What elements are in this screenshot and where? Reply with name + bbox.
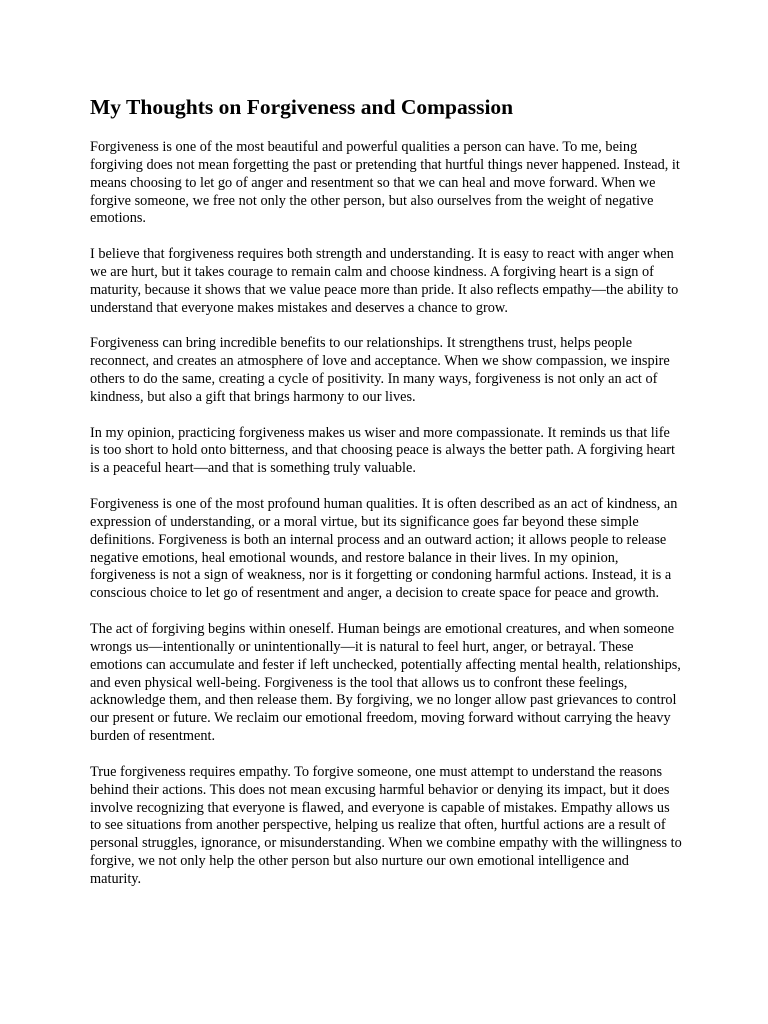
paragraph-6: The act of forgiving begins within oneself. Human beings are emotional creatures, and when someone wrongs us—intentionally or unintentionally—it is natural to feel hurt, anger, or betrayal. These emotions can accumulate and fester if left unchecked, potentially affecting mental health, relationships, and even physical well-being. Forgiveness is the tool that allows us to confront these feelings, acknowledge them, and then release them. By forgiving, we no longer allow past grievances to control our present or future. We reclaim our emotional freedom, moving forward without carrying the heavy burden of resentment. [90,621,681,745]
paragraph-5: Forgiveness is one of the most profound human qualities. It is often described as an act of kindness, an expression of understanding, or a moral virtue, but its significance goes far beyond these simple definitions. Forgiveness is both an internal process and an outward action; it allows people to release negative emotions, heal emotional wounds, and restore balance in their lives. In my opinion, forgiveness is not a sign of weakness, nor is it forgetting or condoning harmful actions. Instead, it is a conscious choice to let go of resentment and anger, a decision to create space for peace and growth. [90,496,678,602]
paragraph-7: True forgiveness requires empathy. To forgive someone, one must attempt to understand the reasons behind their actions. This does not mean excusing harmful behavior or denying its impact, but it does involve recognizing that everyone is flawed, and everyone is capable of mistakes. Empathy allows us to see situations from another perspective, helping us realize that often, hurtful actions are a result of personal struggles, ignorance, or misunderstanding. When we combine empathy with the willingness to forgive, we not only help the other person but also nurture our own emotional intelligence and maturity. [90,763,682,887]
paragraph-3: Forgiveness can bring incredible benefits to our relationships. It strengthens trust, helps people reconnect, and creates an atmosphere of love and acceptance. When we show compassion, we inspire others to do the same, creating a cycle of positivity. In many ways, forgiveness is not only an act of kindness, but also a gift that brings harmony to our lives. [90,335,670,405]
paragraph-2: I believe that forgiveness requires both strength and understanding. It is easy to react with anger when we are hurt, but it takes courage to remain calm and choose kindness. A forgiving heart is a sign of maturity, because it shows that we value peace more than pride. It also reflects empathy—the ability to understand that everyone makes mistakes and deserves a chance to grow. [90,246,679,316]
document-title: My Thoughts on Forgiveness and Compassion [90,95,514,119]
paragraph-4: In my opinion, practicing forgiveness makes us wiser and more compassionate. It reminds us that life is too short to hold onto bitterness, and that choosing peace is always the better path. A forgiving heart is a peaceful heart—and that is something truly valuable. [90,424,675,477]
document-page [90,92,682,907]
paragraph-1: Forgiveness is one of the most beautiful and powerful qualities a person can have. To me, being forgiving does not mean forgetting the past or pretending that hurtful things never happened. Instead, it means choosing to let go of anger and resentment so that we can heal and move forward. When we forgive someone, we free not only the other person, but also ourselves from the weight of negative emotions. [90,139,680,227]
